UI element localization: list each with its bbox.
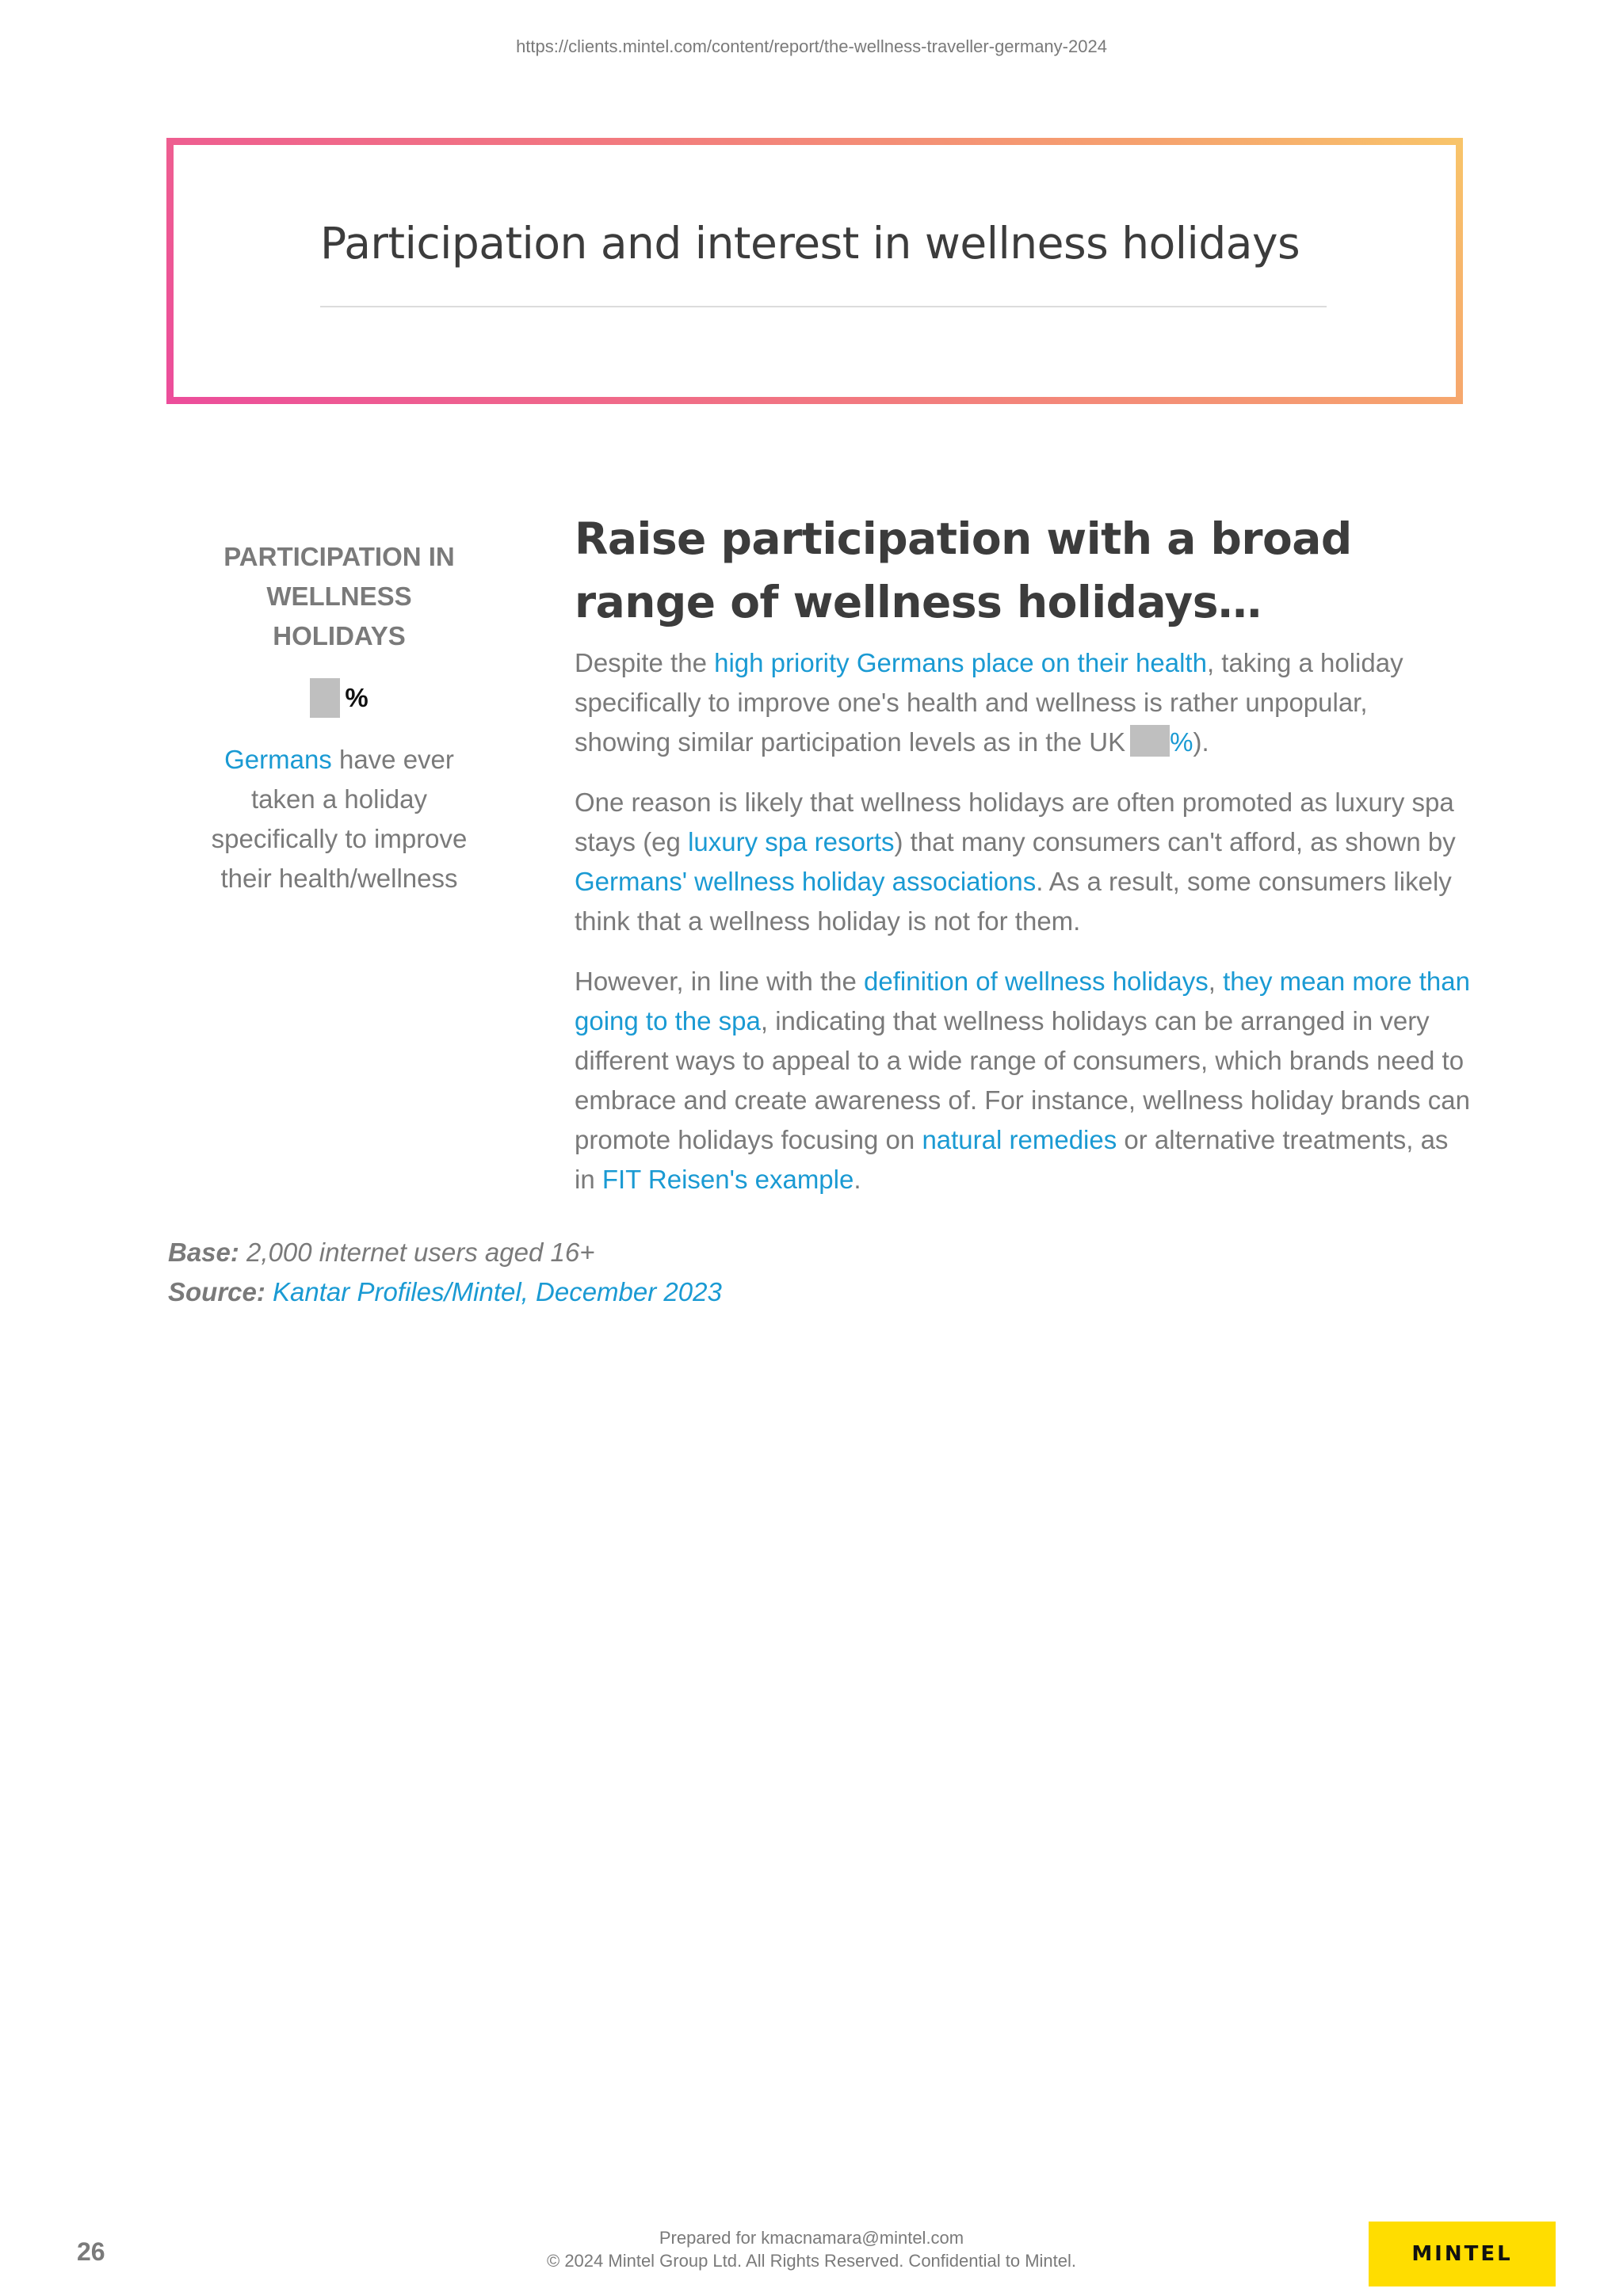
prepared-for: Prepared for kmacnamara@mintel.com	[659, 2228, 964, 2248]
stat-title-line: HOLIDAYS	[273, 621, 406, 650]
section-title-frame	[166, 138, 1463, 404]
para-text: ).	[1193, 727, 1209, 757]
para-text: ,	[1208, 967, 1224, 996]
article	[575, 507, 1470, 1199]
para-text: or alternative treatments, as in	[575, 1125, 1449, 1194]
redacted-value	[310, 678, 340, 718]
stat-desc-text: specifically to improve	[211, 824, 468, 853]
title-divider	[320, 306, 1327, 307]
para-text: . As a result, some consumers likely think that a wellness holiday is not for them.	[575, 867, 1452, 936]
luxury-spa-link[interactable]: luxury spa resorts	[688, 827, 895, 856]
stat-desc-text: their health/wellness	[220, 864, 458, 893]
base-source-notes	[168, 1233, 722, 1312]
stat-title-line: PARTICIPATION IN	[223, 542, 455, 571]
stat-title	[182, 537, 496, 656]
para-text: , indicating that wellness holidays can be arranged in very different ways to appeal to a wide range of consumers, which brands need to embrace and create awareness of. For instance, wellness holiday brands can promote holidays focusing on	[575, 1006, 1470, 1154]
percent-symbol: %	[345, 683, 369, 712]
source-label: Source:	[168, 1277, 265, 1306]
para-text: .	[854, 1165, 861, 1194]
para-text: However, in line with the	[575, 967, 865, 996]
redacted-value	[1130, 725, 1170, 757]
more-than-spa-link[interactable]: they mean more than going to the spa	[575, 967, 1470, 1035]
page-url: https://clients.mintel.com/content/report/the-wellness-traveller-germany-2024	[516, 36, 1107, 56]
paragraph-2	[575, 783, 1470, 941]
paragraph-3	[575, 962, 1470, 1199]
associations-link[interactable]: Germans' wellness holiday associations	[575, 867, 1037, 896]
stat-title-line: WELLNESS	[266, 582, 412, 611]
para-text: One reason is likely that wellness holidays are often promoted as luxury spa stays (eg	[575, 788, 1454, 856]
section-title-box	[174, 145, 1456, 397]
stat-value	[182, 678, 496, 718]
page-number: 26	[77, 2237, 105, 2266]
paragraph-1	[575, 643, 1470, 762]
participation-stat	[182, 537, 496, 898]
para-text: Despite the	[575, 648, 715, 677]
section-title: Participation and interest in wellness holidays	[320, 218, 1300, 269]
base-label: Base:	[168, 1238, 239, 1267]
stat-desc-text: taken a holiday	[251, 784, 427, 814]
mintel-logo: MINTEL	[1369, 2222, 1556, 2286]
stat-description	[182, 740, 496, 898]
copyright: © 2024 Mintel Group Ltd. All Rights Reserved. Confidential to Mintel.	[547, 2251, 1076, 2271]
article-heading: Raise participation with a broad range of wellness holidays…	[575, 513, 1352, 627]
para-text: ) that many consumers can't afford, as shown by	[894, 827, 1456, 856]
natural-remedies-link[interactable]: natural remedies	[922, 1125, 1117, 1154]
fit-reisen-link[interactable]: FIT Reisen's example	[601, 1165, 854, 1194]
source-link[interactable]: Kantar Profiles/Mintel, December 2023	[273, 1277, 722, 1306]
health-priority-link[interactable]: high priority Germans place on their health	[714, 648, 1207, 677]
definition-link[interactable]: definition of wellness holidays	[864, 967, 1209, 996]
base-text: 2,000 internet users aged 16+	[239, 1238, 595, 1267]
stat-desc-text: have ever	[331, 745, 454, 774]
para-text: , taking a holiday specifically to improve one's health and wellness is rather unpopular, showing similar participation levels as in the UK	[575, 648, 1403, 757]
uk-percent-link[interactable]: %	[1170, 727, 1193, 757]
germans-link[interactable]: Germans	[224, 745, 332, 774]
